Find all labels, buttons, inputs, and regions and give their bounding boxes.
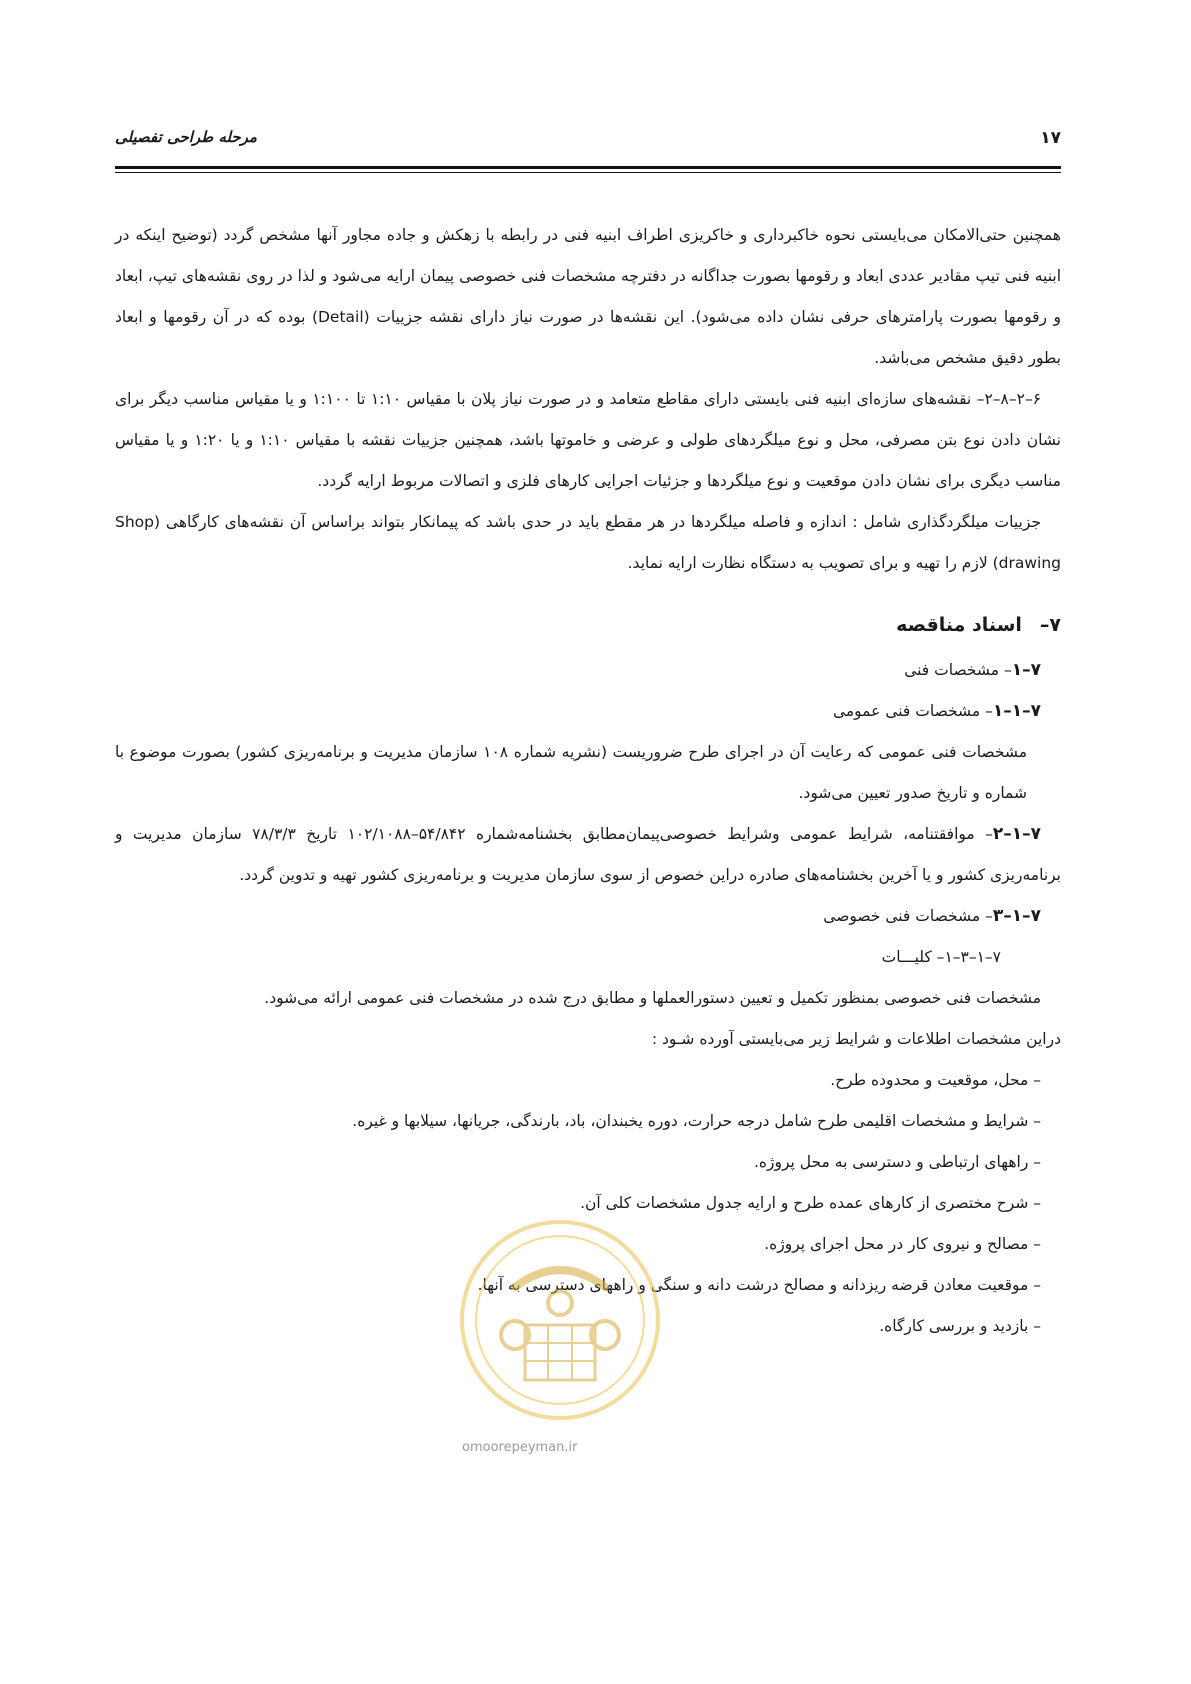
heading-technical-specs [115, 650, 1061, 691]
heading-number: ۷–۱–۲ [992, 824, 1041, 844]
heading-generalities: ۷–۱–۳–۱– کلیـــات [881, 948, 1001, 966]
paragraph-contract-conditions [115, 814, 1061, 896]
heading-text: – مشخصات فنی عمومی [832, 702, 993, 720]
list-item: – بازدید و بررسی کارگاه. [879, 1317, 1041, 1335]
list-item: – شرایط و مشخصات اقلیمی طرح شامل درجه حرارت، دوره یخبندان، باد، بارندگی، جریانها، سیلابها و غیره. [352, 1112, 1041, 1130]
section-title: اسناد مناقصه [896, 614, 1022, 636]
list-item: – راههای ارتباطی و دسترسی به محل پروژه. [753, 1153, 1041, 1171]
section-heading-tender-documents [115, 600, 1061, 650]
list-item: – شرح مختصری از کارهای عمده طرح و ارایه جدول مشخصات کلی آن. [580, 1194, 1041, 1212]
heading-number: ۷–۱–۱ [992, 701, 1041, 721]
heading-number: ۷–۱–۳ [992, 906, 1041, 926]
list-item: – موقعیت معادن قرضه ریزدانه و مصالح درشت دانه و سنگی و راههای دسترسی به آنها. [477, 1276, 1041, 1294]
header-rule-thin [115, 172, 1061, 173]
page-body [115, 215, 1061, 1347]
paragraph-text: – موافقتنامه، شرایط عمومی وشرایط خصوصی‌پیمان‌مطابق بخشنامه‌شماره ۵۴/۸۴۲–۱۰۲/۱۰۸۸ تاریخ ۷۸/۳/۳ سازمان مدیریت و برنامه‌ریزی کشور و یا آخرین بخشنامه‌های صادره دراین خصوص از سوی سازمان مدیریت و برنامه‌ریزی کشور تهیه و تدوین گردد. [115, 825, 1061, 884]
page-number: ۱۷ [1040, 128, 1061, 148]
page-header [115, 128, 1061, 158]
paragraph-general-specs: مشخصات فنی عمومی که رعایت آن در اجرای طرح ضروریست (نشریه شماره ۱۰۸ سازمان مدیریت و برنامه‌ریزی کشور) بصورت موضوع با شماره و تاریخ صدور تعیین می‌شود. [115, 743, 1027, 802]
list-item: – مصالح و نیروی کار در محل اجرای پروژه. [764, 1235, 1041, 1253]
heading-text: – مشخصات فنی [904, 661, 1012, 679]
heading-special-specs [115, 896, 1061, 937]
paragraph-special-specs: مشخصات فنی خصوصی بمنظور تکمیل و تعیین دستورالعملها و مطابق درج شده در مشخصات فنی عمومی ارائه می‌شود. [264, 989, 1041, 1007]
header-rule-thick [115, 166, 1061, 169]
watermark-caption: omoorepeyman.ir [462, 1440, 578, 1455]
section-number: ۷– [1039, 614, 1061, 636]
watermark-seal-icon [455, 1215, 665, 1425]
heading-number: ۷–۱ [1011, 660, 1041, 680]
heading-text: – مشخصات فنی خصوصی [823, 907, 993, 925]
paragraph-rebar-details: جزییات میلگردگذاری شامل : اندازه و فاصله میلگردها در هر مقطع باید در حدی باشد که پیمانکار بتواند براساس آن نقشه‌های کارگاهی (Shop drawing) لازم را تهیه و برای تصویب به دستگاه نظارت ارایه نماید. [115, 513, 1061, 572]
heading-general-specs [115, 691, 1061, 732]
paragraph-earthwork: همچنین حتی‌الامکان می‌بایستی نحوه خاکبرداری و خاکریزی اطراف ابنیه فنی در رابطه با زهکش و جاده مجاور آنها مشخص گردد (توضیح اینکه در ابنیه فنی تیپ مقادیر عددی ابعاد و رقومها بصورت جداگانه در دفترچه مشخصات فنی خصوصی پیمان ارایه می‌شود و لذا در روی نقشه‌های تیپ، ابعاد و رقومها بصورت پارامترهای حرفی نشان داده می‌شود). این نقشه‌ها در صورت نیاز دارای نقشه جزییات (Detail) بوده که در آن رقومها و ابعاد بطور دقیق مشخص می‌باشد. [115, 226, 1061, 367]
paragraph-conditions-intro: دراین مشخصات اطلاعات و شرایط زیر می‌بایستی آورده شـود : [651, 1030, 1061, 1048]
paragraph-structural-drawings: ۶–۲–۸–۲– نقشه‌های سازه‌ای ابنیه فنی بایستی دارای مقاطع متعامد و در صورت نیاز پلان با مقیاس ۱:۱۰ تا ۱:۱۰۰ و یا مقیاس مناسب دیگر برای نشان دادن نوع بتن مصرفی، محل و نوع میلگردهای طولی و عرضی و خاموتها باشد، همچنین جزییات نقشه با مقیاس ۱:۱۰ و یا ۱:۲۰ و یا مقیاس مناسب دیگری برای نشان دادن موقعیت و نوع میلگردها و جزئیات اجرایی کارهای فلزی و اتصالات مربوط ارایه گردد. [115, 390, 1061, 490]
list-item: – محل، موقعیت و محدوده طرح. [830, 1071, 1041, 1089]
chapter-title: مرحله طراحی تفصیلی [115, 128, 257, 146]
